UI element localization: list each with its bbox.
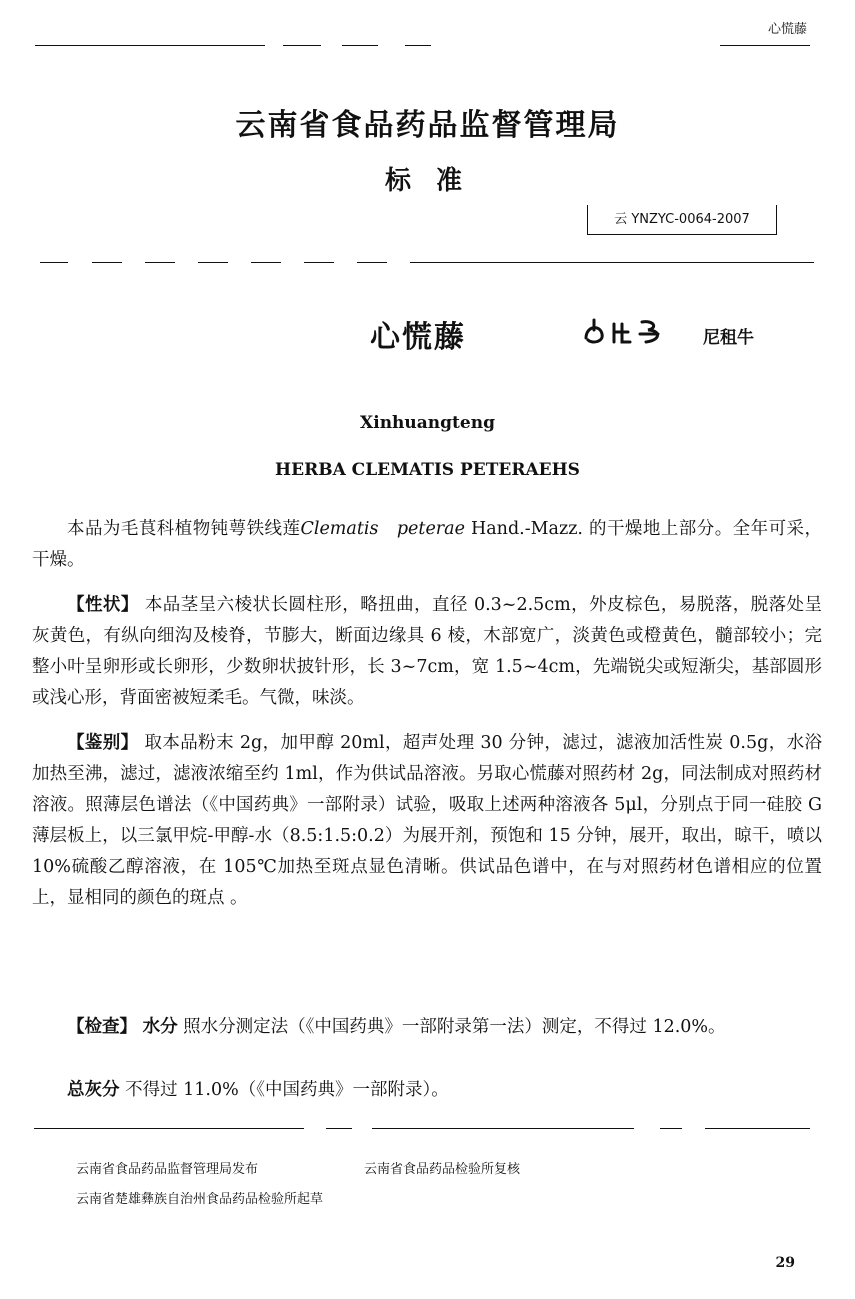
identification-paragraph xyxy=(32,728,822,914)
identification-text: 取本品粉末 2g，加甲醇 20ml，超声处理 30 分钟，滤过，滤液加活性炭 0.5g，水浴加热至沸，滤过，滤液浓缩至约 1ml，作为供试品溶液。另取心慌藤对照药材 2g，同法制成对照药材溶液。照薄层色谱法（《中国药典》一部附录）试验，吸取上述两种溶液各 5μl，分别点于同一硅胶 G 薄层板上，以三氯甲烷-甲醇-水（8.5:1.5:0.2）为展开剂，预饱和 15 分钟，展开，取出，晾干，喷以 10%硫酸乙醇溶液，在 105℃加热至斑点显色清晰。供试品色谱中，在与对照药材色谱相应的位置上，显相同的颜色的斑点 。 xyxy=(32,733,822,908)
footer-rule-segment xyxy=(372,1128,634,1129)
footer-drafter: 云南省楚雄彝族自治州食品药品检验所起草 xyxy=(76,1192,324,1207)
ash-label: 总灰分 xyxy=(67,1080,120,1100)
footer-publisher: 云南省食品药品监督管理局发布 xyxy=(76,1162,259,1177)
drug-name-yi-romanized: 尼租牛 xyxy=(703,328,754,348)
header-rule-segment xyxy=(405,45,431,46)
separator-dash xyxy=(40,262,68,263)
intro-text-before-latin: 本品为毛茛科植物钝萼铁线莲 xyxy=(67,519,301,539)
footer-rule xyxy=(34,1128,304,1129)
separator-dash xyxy=(145,262,175,263)
header-rule-segment xyxy=(720,45,810,46)
footer-reviewer: 云南省食品药品检验所复核 xyxy=(364,1162,521,1177)
separator-dash xyxy=(251,262,281,263)
moisture-text: 照水分测定法（《中国药典》一部附录第一法）测定，不得过 12.0%。 xyxy=(183,1017,726,1037)
yi-script-name-glyphs xyxy=(582,316,672,348)
moisture-label: 水分 xyxy=(142,1017,178,1037)
intro-text-after-latin: Hand.-Mazz. 的干燥地上部分。全年可采，干燥。 xyxy=(32,519,822,570)
separator-dash xyxy=(198,262,228,263)
description-paragraph xyxy=(32,590,822,714)
header-rule xyxy=(35,45,265,46)
intro-latin-species: Clematis peterae xyxy=(300,519,465,539)
separator-dash xyxy=(357,262,387,263)
drug-name-pinyin: Xinhuangteng xyxy=(360,413,495,433)
page-number: 29 xyxy=(775,1255,795,1271)
intro-paragraph xyxy=(32,514,822,576)
identification-tag: 【鉴别】 xyxy=(67,733,139,753)
footer-rule-segment xyxy=(705,1128,810,1129)
authority-title: 云南省食品药品监督管理局 xyxy=(235,108,620,143)
footer-rule-segment xyxy=(326,1128,352,1129)
header-rule-segment xyxy=(283,45,321,46)
footer-rule-segment xyxy=(660,1128,682,1129)
running-head: 心慌藤 xyxy=(767,22,807,37)
ash-paragraph xyxy=(32,1075,822,1106)
description-tag: 【性状】 xyxy=(67,595,139,615)
drug-name-chinese: 心慌藤 xyxy=(370,320,466,355)
drug-name-latin: HERBA CLEMATIS PETERAEHS xyxy=(275,460,580,480)
ash-text: 不得过 11.0%（《中国药典》一部附录）。 xyxy=(125,1080,449,1100)
separator-rule xyxy=(410,262,814,263)
description-text: 本品茎呈六棱状长圆柱形，略扭曲，直径 0.3~2.5cm，外皮棕色，易脱落，脱落处呈灰黄色，有纵向细沟及棱脊，节膨大，断面边缘具 6 棱，木部宽广，淡黄色或橙黄色，髓部较小；完整小叶呈卵形或长卵形，少数卵状披针形，长 3~7cm，宽 1.5~4cm，先端锐尖或短渐尖，基部圆形或浅心形，背面密被短柔毛。气微，味淡。 xyxy=(32,595,822,708)
standard-number-box: 云 YNZYC-0064-2007 xyxy=(587,205,777,235)
inspection-tag: 【检查】 xyxy=(67,1017,137,1037)
header-rule-segment xyxy=(342,45,378,46)
separator-dash xyxy=(304,262,334,263)
standard-label: 标 准 xyxy=(384,166,471,196)
inspection-paragraph xyxy=(32,1012,822,1043)
separator-dash xyxy=(92,262,122,263)
